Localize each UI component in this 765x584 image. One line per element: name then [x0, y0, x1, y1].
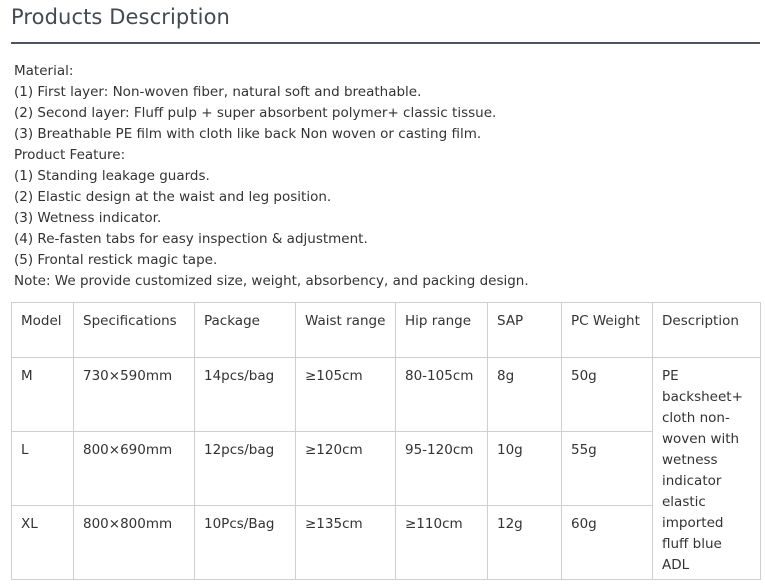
feature-line-3: (3) Wetness indicator.	[14, 210, 162, 226]
feature-line-4: (4) Re-fasten tabs for easy inspection & adjustment.	[14, 231, 368, 247]
title-divider	[11, 42, 760, 44]
header-sap: SAP	[488, 303, 562, 358]
cell-specifications: 800×800mm	[74, 506, 195, 580]
product-description-text	[14, 61, 529, 292]
cell-package: 10Pcs/Bag	[195, 506, 296, 580]
feature-line-1: (1) Standing leakage guards.	[14, 168, 210, 184]
cell-shared-description: PE backsheet+ cloth non-woven with wetness indicator elastic imported fluff blue ADL	[653, 358, 761, 580]
header-model: Model	[12, 303, 74, 358]
cell-waist-range: ≥120cm	[296, 432, 396, 506]
material-heading: Material:	[14, 63, 74, 79]
cell-waist-range: ≥105cm	[296, 358, 396, 432]
header-pc-weight: PC Weight	[562, 303, 653, 358]
section-title: Products Description	[11, 5, 230, 29]
header-waist-range: Waist range	[296, 303, 396, 358]
header-specifications: Specifications	[74, 303, 195, 358]
table-row	[12, 358, 761, 432]
note-line: Note: We provide customized size, weight, absorbency, and packing design.	[14, 273, 529, 289]
header-package: Package	[195, 303, 296, 358]
feature-line-2: (2) Elastic design at the waist and leg position.	[14, 189, 332, 205]
cell-model: M	[12, 358, 74, 432]
header-hip-range: Hip range	[396, 303, 488, 358]
cell-pc-weight: 60g	[562, 506, 653, 580]
cell-hip-range: 80-105cm	[396, 358, 488, 432]
table-row	[12, 432, 761, 506]
cell-waist-range: ≥135cm	[296, 506, 396, 580]
cell-package: 12pcs/bag	[195, 432, 296, 506]
cell-hip-range: ≥110cm	[396, 506, 488, 580]
cell-sap: 8g	[488, 358, 562, 432]
header-description: Description	[653, 303, 761, 358]
material-line-2: (2) Second layer: Fluff pulp + super absorbent polymer+ classic tissue.	[14, 105, 497, 121]
cell-package: 14pcs/bag	[195, 358, 296, 432]
table-row	[12, 506, 761, 580]
cell-specifications: 800×690mm	[74, 432, 195, 506]
feature-heading: Product Feature:	[14, 147, 126, 163]
specification-table	[11, 302, 761, 580]
cell-specifications: 730×590mm	[74, 358, 195, 432]
cell-sap: 12g	[488, 506, 562, 580]
cell-model: XL	[12, 506, 74, 580]
table-header-row	[12, 303, 761, 358]
material-line-1: (1) First layer: Non-woven fiber, natural soft and breathable.	[14, 84, 422, 100]
cell-hip-range: 95-120cm	[396, 432, 488, 506]
feature-line-5: (5) Frontal restick magic tape.	[14, 252, 218, 268]
cell-sap: 10g	[488, 432, 562, 506]
cell-pc-weight: 55g	[562, 432, 653, 506]
material-line-3: (3) Breathable PE film with cloth like back Non woven or casting film.	[14, 126, 482, 142]
cell-model: L	[12, 432, 74, 506]
cell-pc-weight: 50g	[562, 358, 653, 432]
